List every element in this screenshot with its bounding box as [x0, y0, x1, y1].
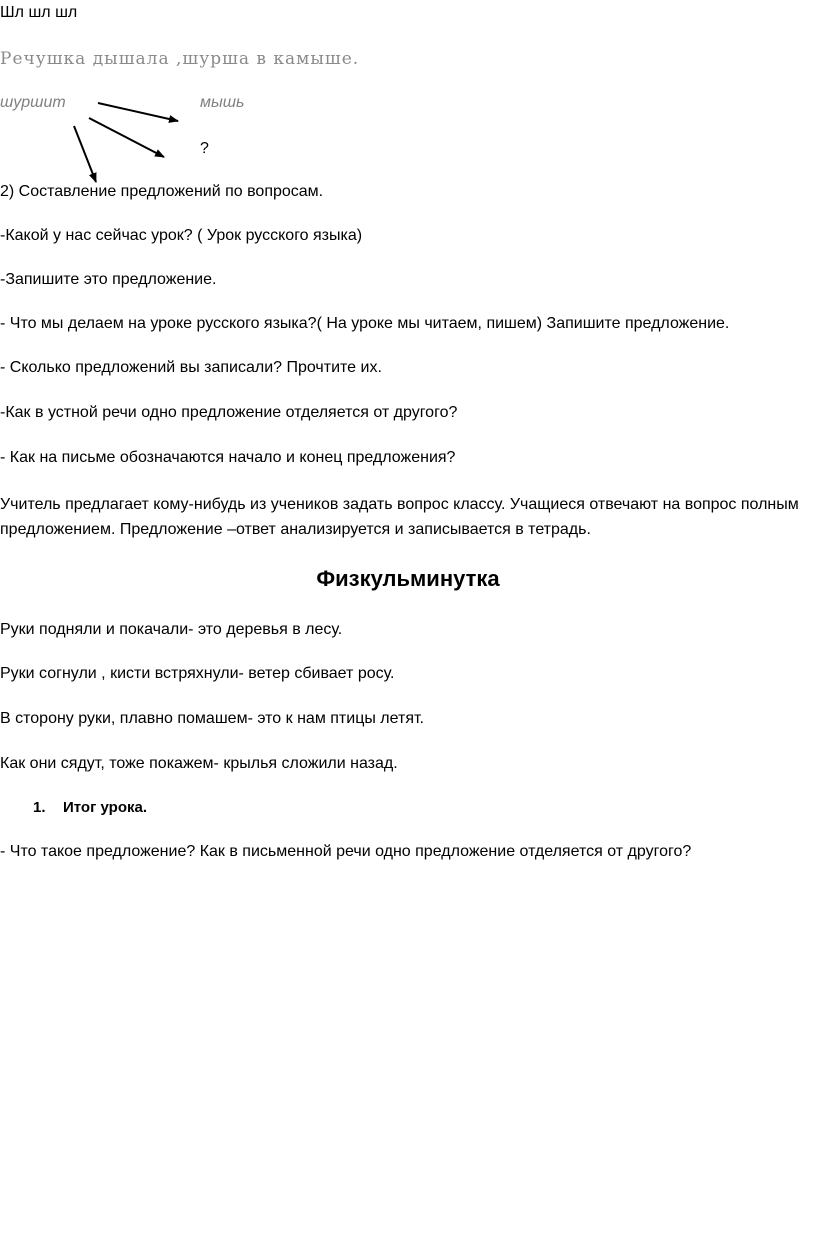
question-mark: ?	[200, 140, 209, 157]
verse-line: Речушка дышала ,шурша в камыше.	[0, 49, 360, 69]
poem-line-4: Как они сядут, тоже покажем- крылья сложили назад.	[0, 755, 398, 772]
teacher-paragraph: Учитель предлагает кому-нибудь из учеников задать вопрос классу. Учащиеся отвечают на вопрос полным предложением. Предложение –ответ анализируется и записывается в тетрадь.	[0, 496, 799, 538]
poem-line-1: Руки подняли и покачали- это деревья в лесу.	[0, 621, 343, 638]
poem-line-3: В сторону руки, плавно помашем- это к нам птицы летят.	[0, 710, 424, 727]
summary-title: Итог урока.	[63, 799, 147, 816]
arrow-to-mouse	[98, 103, 178, 121]
question-4: - Сколько предложений вы записали? Прочтите их.	[0, 359, 382, 376]
arrow-down	[74, 126, 96, 182]
word-right: мышь	[200, 94, 245, 111]
question-5: -Как в устной речи одно предложение отделяется от другого?	[0, 404, 458, 421]
final-question: - Что такое предложение? Как в письменной речи одно предложение отделяется от другого?	[0, 843, 692, 860]
section2-title: 2) Составление предложений по вопросам.	[0, 183, 324, 200]
question-3: - Что мы делаем на уроке русского языка?( На уроке мы читаем, пишем) Запишите предложение.	[0, 315, 730, 332]
arrow-to-question	[89, 118, 164, 157]
poem-line-2: Руки согнули , кисти встряхнули- ветер сбивает росу.	[0, 665, 395, 682]
summary-number: 1.	[33, 799, 46, 816]
question-6: - Как на письме обозначаются начало и конец предложения?	[0, 449, 456, 466]
question-1: -Какой у нас сейчас урок? ( Урок русского языка)	[0, 227, 363, 244]
summary-item	[33, 798, 147, 818]
arrows-diagram	[0, 0, 816, 200]
heading-physical: Физкульминутка	[316, 566, 500, 591]
question-2: -Запишите это предложение.	[0, 271, 217, 288]
word-left: шуршит	[0, 94, 66, 111]
line-top: Шл шл шл	[0, 4, 78, 21]
